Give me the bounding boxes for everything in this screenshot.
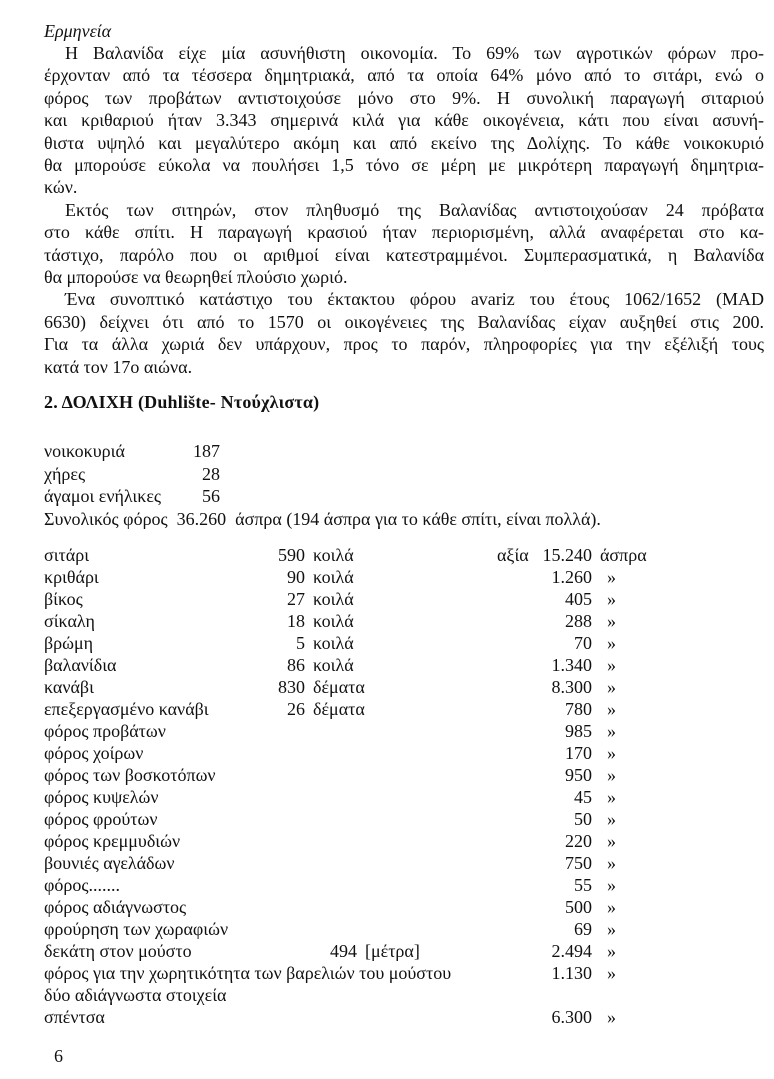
paragraph-line: και κριθαριού ήταν 3.343 σημερινά κιλά για κάθε οικογένεια, κάτι που είναι ασυνή- [44,110,764,131]
stats-rows [44,440,764,508]
item-label: σίκαλη [44,611,95,632]
stat-value: 28 [202,463,220,484]
table-row [44,676,764,698]
value-aspra: 15.240 [542,545,592,566]
ditto-mark: » [607,1007,616,1028]
value-aspra: 170 [565,743,592,764]
item-label: φόρος κυψελών [44,787,159,808]
ditto-mark: » [607,963,616,984]
ditto-mark: » [607,897,616,918]
value-aspra: 405 [565,589,592,610]
item-label: σπέντσα [44,1007,105,1028]
value-aspra: 1.260 [551,567,592,588]
item-label: φόρος κρεμμυδιών [44,831,181,852]
item-label: φόρος χοίρων [44,743,144,764]
item-label: δύο αδιάγνωστα στοιχεία [44,985,227,1006]
item-label: βουνιές αγελάδων [44,853,175,874]
ditto-mark: » [607,721,616,742]
stat-value: 56 [202,486,220,507]
value-aspra: 288 [565,611,592,632]
ditto-mark: » [607,875,616,896]
stat-value: 187 [193,441,220,462]
paragraph [44,288,764,378]
ditto-mark: » [607,611,616,632]
quantity-value: 18 [287,611,305,632]
item-label: βαλανίδια [44,655,117,676]
table-row [44,830,764,852]
ditto-mark: » [607,699,616,720]
table-row [44,984,764,1006]
item-label: βίκος [44,589,83,610]
paragraph-line: Ένα συνοπτικό κατάστιχο του έκτακτου φόρου avariz του έτους 1062/1652 (MAD [65,289,764,310]
ditto-mark: » [607,589,616,610]
table-row [44,940,764,962]
ditto-mark: » [607,677,616,698]
value-aspra: 1.130 [551,963,592,984]
paragraph-line: Εκτός των σιτηρών, στον πληθυσμό της Βαλανίδας αντιστοιχούσαν 24 πρόβατα [65,199,764,220]
table-row [44,654,764,676]
item-label: φόρος αδιάγνωστος [44,897,187,918]
quantity-unit: κοιλά [313,545,354,566]
ditto-mark: » [607,787,616,808]
quantity-value: 86 [287,655,305,676]
table-row [44,918,764,940]
value-aspra: 950 [565,765,592,786]
quantity-value: 26 [287,699,305,720]
item-label: φόρος....... [44,875,120,896]
stat-row [44,440,764,463]
table-row [44,786,764,808]
quantity-value: 830 [278,677,305,698]
interpretation-paragraphs [44,42,764,378]
value-aspra: 750 [565,853,592,874]
item-label: φρούρηση των χωραφιών [44,919,229,940]
stat-label: νοικοκυριά [44,441,125,462]
table-row [44,764,764,786]
ditto-mark: » [607,633,616,654]
paragraph-line: 6630) δείχνει ότι από το 1570 οι οικογένειες της Βαλανίδας είχαν αυξηθεί στις 200. [44,311,764,332]
quantity-value: 494 [330,941,357,962]
item-label: φόρος φρούτων [44,809,158,830]
paragraph-line: θιστα υψηλό και μεγαλύτερο ακόμη και από εκείνο της Δολίχης. Το κάθε νοικοκυριό [44,132,764,153]
quantity-value: 27 [287,589,305,610]
table-row [44,566,764,588]
table-row [44,962,764,984]
item-label: φόρος για την χωρητικότητα των βαρελιών του μούστου [44,963,452,984]
stat-label: χήρες [44,463,86,484]
stat-row [44,463,764,486]
item-label: βρώμη [44,633,94,654]
stats-list [44,440,764,530]
ditto-mark: » [607,567,616,588]
quantity-value: 5 [296,633,305,654]
value-aspra: 780 [565,699,592,720]
paragraph-line: φόρος των προβάτων αντιστοιχούσε μόνο στο 9%. Η συνολική παραγωγή σιταριού [44,87,764,108]
stat-label: άγαμοι ενήλικες [44,486,162,507]
paragraph-line: Η Βαλανίδα είχε μία ασυνήθιστη οικονομία. Το 69% των αγροτικών φόρων προ- [65,43,764,63]
value-aspra: 2.494 [551,941,592,962]
value-unit-label: άσπρα [600,545,647,566]
table-row [44,852,764,874]
item-label: φόρος προβάτων [44,721,166,742]
table-row [44,896,764,918]
paragraph-line: τάστιχο, παρόλο που οι αριθμοί είναι κατεστραμμένοι. Συμπερασματικά, η Βαλανίδα [44,244,764,265]
value-aspra: 500 [565,897,592,918]
value-aspra: 70 [574,633,592,654]
tax-table [44,544,764,1028]
quantity-value: 90 [287,567,305,588]
page-number: 6 [54,1046,63,1067]
stat-row [44,485,764,508]
ditto-mark: » [607,655,616,676]
value-aspra: 8.300 [551,677,592,698]
item-label: φόρος των βοσκοτόπων [44,765,216,786]
quantity-unit: κοιλά [313,655,354,676]
ditto-mark: » [607,853,616,874]
ditto-mark: » [607,765,616,786]
value-aspra: 1.340 [551,655,592,676]
table-row [44,720,764,742]
value-prefix: αξία [497,545,529,566]
value-aspra: 985 [565,721,592,742]
item-label: σιτάρι [44,545,90,566]
interpretation-heading: Ερμηνεία [44,21,112,41]
paragraph-line: στο κάθε σπίτι. Η παραγωγή κρασιού ήταν περιορισμένη, αλλά αναφέρεται στο κα- [44,222,764,243]
ditto-mark: » [607,743,616,764]
ditto-mark: » [607,919,616,940]
paragraph-line: θα μπορούσε να θεωρηθεί πλούσιο χωριό. [44,267,348,288]
ditto-mark: » [607,941,616,962]
item-label: δεκάτη στον μούστο [44,941,192,962]
table-row [44,588,764,610]
table-row [44,874,764,896]
paragraph-line: έρχονταν από τα τέσσερα δημητριακά, από τα οποία 64% μόνο από το σιτάρι, ενώ ο [44,65,764,86]
item-label: κανάβι [44,677,94,698]
table-row [44,698,764,720]
table-row [44,742,764,764]
value-aspra: 6.300 [551,1007,592,1028]
paragraph-line: θα μπορούσε εύκολα να πουλήσει 1,5 τόνο σε μέρη με μικρότερη παραγωγή δημητρια- [44,155,764,176]
quantity-unit: δέματα [313,677,365,698]
quantity-unit: κοιλά [313,611,354,632]
table-row [44,544,764,566]
quantity-unit: κοιλά [313,567,354,588]
ditto-mark: » [607,809,616,830]
table-row [44,610,764,632]
item-label: κριθάρι [44,567,99,588]
value-aspra: 50 [574,809,592,830]
ditto-mark: » [607,831,616,852]
quantity-unit: κοιλά [313,589,354,610]
paragraph-line: κών. [44,177,78,198]
quantity-unit: κοιλά [313,633,354,654]
value-aspra: 220 [565,831,592,852]
quantity-unit: δέματα [313,699,365,720]
item-label: επεξεργασμένο κανάβι [44,699,209,720]
quantity-unit: [μέτρα] [365,941,420,962]
value-aspra: 55 [574,875,592,896]
paragraph [44,42,764,199]
table-row [44,1006,764,1028]
value-aspra: 69 [574,919,592,940]
table-row [44,632,764,654]
table-row [44,808,764,830]
paragraph [44,199,764,289]
total-tax-line: Συνολικός φόρος 36.260 άσπρα (194 άσπρα για το κάθε σπίτι, είναι πολλά). [44,508,601,529]
section-heading: 2. ΔΟΛΙΧΗ (Duhlište- Ντούχλιστα) [44,392,320,413]
quantity-value: 590 [278,545,305,566]
paragraph-line: Για τα άλλα χωριά δεν υπάρχουν, προς το παρόν, πληροφορίες για την εξέλιξή τους [44,334,764,355]
paragraph-line: κατά τον 17ο αιώνα. [44,356,193,377]
value-aspra: 45 [574,787,592,808]
